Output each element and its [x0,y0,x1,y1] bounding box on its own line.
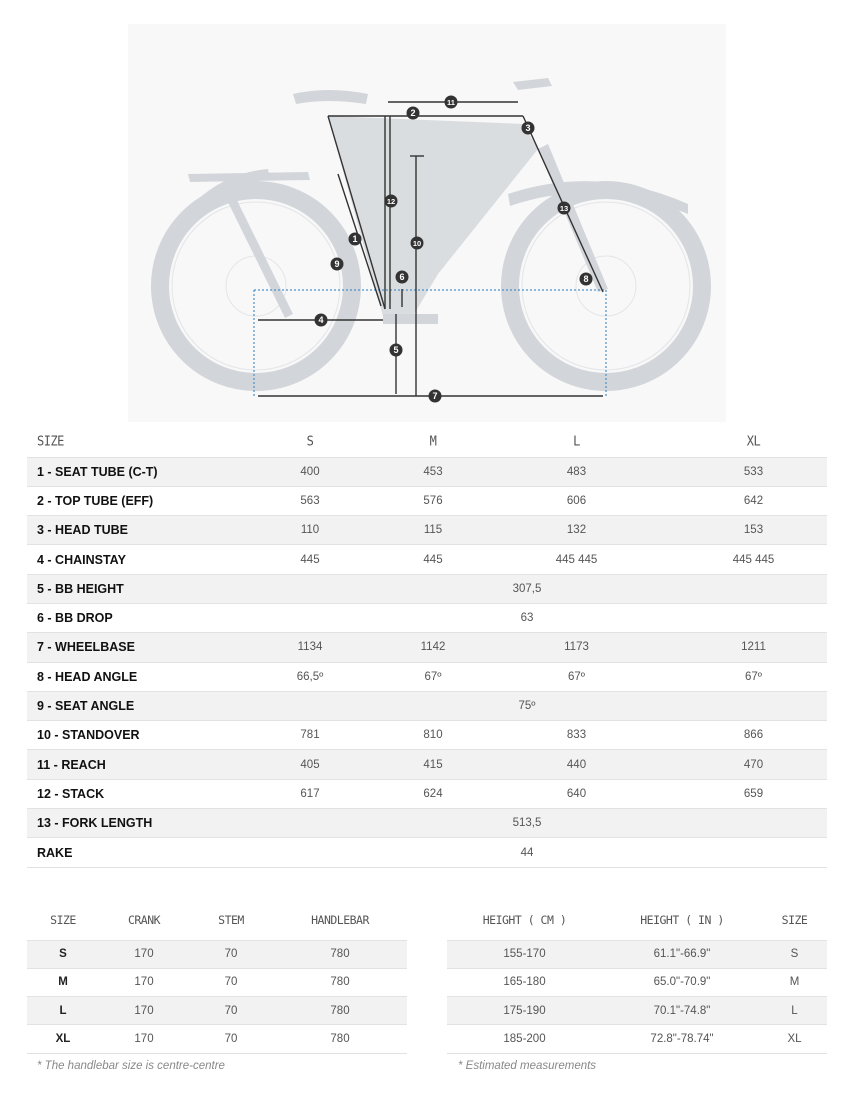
cell: 65.0"-70.9" [602,968,762,996]
cell: 445 445 [680,545,827,574]
svg-text:2: 2 [410,108,416,118]
cell: 61.1"-66.9" [602,940,762,968]
svg-text:5: 5 [393,345,399,355]
row-label: 13 - FORK LENGTH [27,809,227,838]
marker-6 [396,271,409,284]
cell: 67º [680,662,827,691]
cell: 170 [99,997,189,1025]
cell: 780 [273,997,407,1025]
components-header-row [27,900,407,940]
svg-text:10: 10 [412,239,422,248]
row-label: 2 - TOP TUBE (EFF) [27,486,227,515]
svg-text:8: 8 [583,274,589,284]
marker-12 [385,195,398,208]
size-cell: S [762,940,827,968]
row-label: RAKE [27,838,227,867]
table-row [447,940,827,968]
cell: 1142 [393,633,473,662]
table-row [27,809,827,838]
cell: 110 [227,516,393,545]
header-height-cm: HEIGHT ( CM ) [447,900,602,940]
cell: 1211 [680,633,827,662]
table-row [27,545,827,574]
table-row [447,997,827,1025]
marker-2 [407,107,420,120]
cell: 617 [227,779,393,808]
cell: 1134 [227,633,393,662]
cell: 70 [189,1025,273,1053]
table-row [27,457,827,486]
cell-span: 75º [227,691,827,720]
estimate-note: * Estimated measurements [458,1060,597,1072]
header-size: SIZE [27,900,99,940]
cell: 470 [680,750,827,779]
cell: 576 [393,486,473,515]
cell: 780 [273,968,407,996]
row-label: 6 - BB DROP [27,603,227,632]
row-label: 1 - SEAT TUBE (C-T) [27,457,227,486]
size-cell: XL [762,1025,827,1053]
size-cell: M [762,968,827,996]
table-row [27,750,827,779]
header-stem: STEM [189,900,273,940]
cell: 483 [473,457,680,486]
row-label: 5 - BB HEIGHT [27,574,227,603]
cell: 624 [393,779,473,808]
cell: 170 [99,1025,189,1053]
size-cell: XL [27,1025,99,1053]
header-height-in: HEIGHT ( IN ) [602,900,762,940]
cell: 1173 [473,633,680,662]
components-table [27,900,407,1054]
cell: 445 [393,545,473,574]
table-row [27,662,827,691]
table-row [27,968,407,996]
cell: 453 [393,457,473,486]
svg-text:3: 3 [525,123,531,133]
size-cell: M [27,968,99,996]
table-row [27,633,827,662]
row-label: 7 - WHEELBASE [27,633,227,662]
svg-text:1: 1 [352,234,358,244]
header-handlebar: HANDLEBAR [273,900,407,940]
cell: 780 [273,940,407,968]
marker-9 [331,258,344,271]
geometry-figure [128,24,726,422]
marker-1 [349,233,362,246]
marker-13 [558,202,571,215]
row-label: 4 - CHAINSTAY [27,545,227,574]
cell: 659 [680,779,827,808]
row-label: 10 - STANDOVER [27,721,227,750]
row-label: 12 - STACK [27,779,227,808]
marker-3 [522,122,535,135]
cell: 70 [189,997,273,1025]
header-xl: XL [746,433,761,449]
cell: 70.1"-74.8" [602,997,762,1025]
row-label: 11 - REACH [27,750,227,779]
size-cell: S [27,940,99,968]
cell: 781 [227,721,393,750]
cell: 185-200 [447,1025,602,1053]
header-size: SIZE [37,433,64,449]
bike-geometry-diagram [128,24,726,422]
geometry-table [27,425,827,868]
table-row [27,486,827,515]
cell: 642 [680,486,827,515]
rider-size-header-row [447,900,827,940]
row-label: 8 - HEAD ANGLE [27,662,227,691]
table-row [447,1025,827,1053]
cell: 445 445 [473,545,680,574]
cell-span: 44 [227,838,827,867]
marker-10 [411,237,424,250]
header-m: M [429,433,437,449]
cell: 165-180 [447,968,602,996]
cell: 866 [680,721,827,750]
table-row [447,968,827,996]
cell-span: 513,5 [227,809,827,838]
cell: 155-170 [447,940,602,968]
header-s: S [306,433,314,449]
cell: 70 [189,940,273,968]
cell: 67º [393,662,473,691]
rider-size-table [447,900,827,1054]
svg-text:12: 12 [386,197,396,206]
table-row [27,516,827,545]
cell: 415 [393,750,473,779]
size-cell: L [27,997,99,1025]
svg-text:11: 11 [447,98,455,107]
table-row [27,997,407,1025]
cell: 170 [99,968,189,996]
header-crank: CRANK [99,900,189,940]
cell: 445 [227,545,393,574]
table-row [27,940,407,968]
marker-8 [580,273,593,286]
cell: 115 [393,516,473,545]
header-l: L [573,433,580,449]
cell: 66,5º [227,662,393,691]
marker-5 [390,344,403,357]
cell: 175-190 [447,997,602,1025]
cell: 70 [189,968,273,996]
svg-text:7: 7 [432,391,438,401]
table-row [27,691,827,720]
cell: 400 [227,457,393,486]
marker-4 [315,314,328,327]
table-row [27,1025,407,1053]
cell: 170 [99,940,189,968]
svg-text:13: 13 [559,204,569,213]
cell: 132 [473,516,680,545]
table-row [27,603,827,632]
cell-span: 63 [227,603,827,632]
cell: 440 [473,750,680,779]
cell: 533 [680,457,827,486]
table-row [27,574,827,603]
cell: 405 [227,750,393,779]
marker-7 [429,390,442,403]
svg-text:9: 9 [334,259,340,269]
cell-span: 307,5 [227,574,827,603]
size-cell: L [762,997,827,1025]
table-row [27,779,827,808]
cell: 153 [680,516,827,545]
cell: 563 [227,486,393,515]
geometry-header-row [27,425,827,457]
row-label: 3 - HEAD TUBE [27,516,227,545]
marker-11 [445,96,458,109]
cell: 606 [473,486,680,515]
svg-text:4: 4 [318,315,324,325]
row-label: 9 - SEAT ANGLE [27,691,227,720]
cell: 72.8"-78.74" [602,1025,762,1053]
table-row [27,838,827,867]
svg-text:6: 6 [399,272,405,282]
table-row [27,721,827,750]
cell: 810 [393,721,473,750]
cell: 640 [473,779,680,808]
cell: 780 [273,1025,407,1053]
header-size: SIZE [762,900,827,940]
cell: 67º [473,662,680,691]
cell: 833 [473,721,680,750]
handlebar-note: * The handlebar size is centre-centre [37,1060,225,1072]
